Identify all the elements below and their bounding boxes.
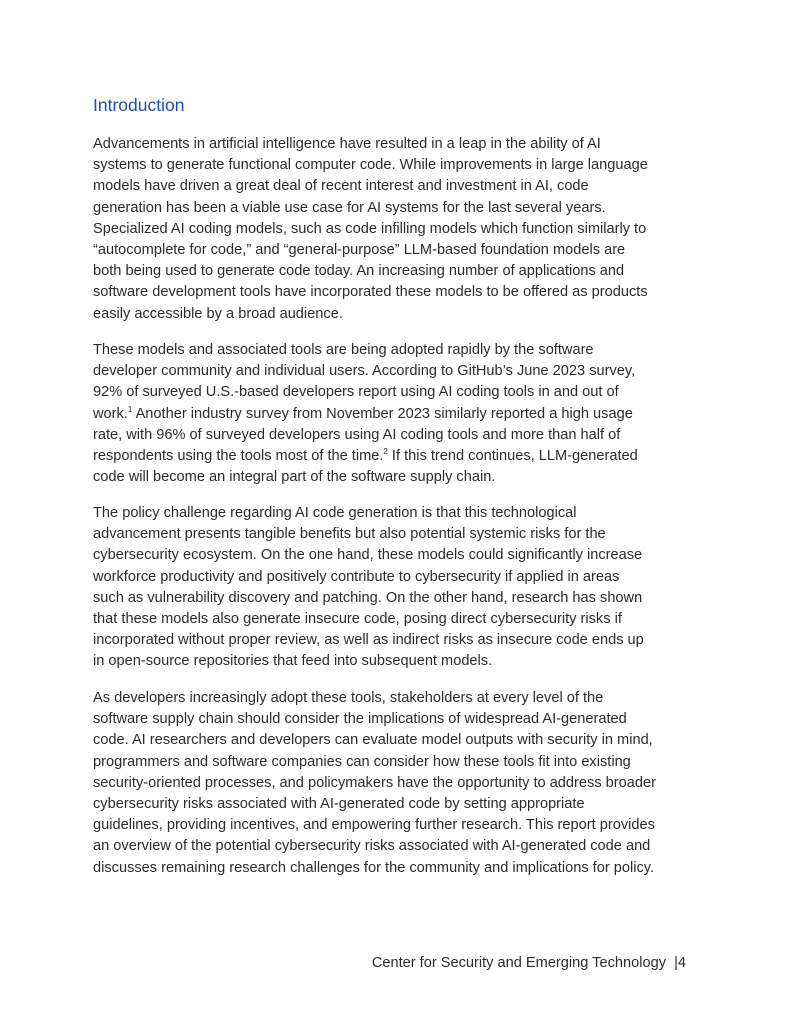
paragraph-line: 92% of surveyed U.S.-based developers report using AI coding tools in and out of	[93, 384, 619, 401]
paragraph-line: generation has been a viable use case for AI systems for the last several years.	[93, 199, 606, 216]
paragraph-line: models have driven a great deal of recent interest and investment in AI, code	[93, 178, 589, 195]
paragraph-line	[93, 404, 699, 425]
text-segment: work.	[93, 405, 128, 422]
footer-separator: |	[674, 955, 678, 971]
text-segment: If this trend continues, LLM-generated	[387, 448, 638, 465]
paragraph-line: such as vulnerability discovery and patching. On the other hand, research has shown	[93, 589, 643, 606]
paragraph-line: Specialized AI coding models, such as code infilling models which function similarly to	[93, 220, 647, 237]
paragraph-line: code. AI researchers and developers can evaluate model outputs with security in mind,	[93, 732, 653, 749]
paragraph-line: cybersecurity risks associated with AI-generated code by setting appropriate	[93, 796, 585, 813]
paragraph-1	[93, 134, 699, 325]
paragraph-4	[93, 688, 699, 879]
footnote-ref-2[interactable]: 2	[383, 447, 388, 457]
page-footer	[372, 953, 686, 973]
paragraph-line	[93, 446, 699, 467]
paragraph-2	[93, 340, 699, 488]
text-segment: Another industry survey from November 2023 similarly reported a high usage	[132, 405, 633, 422]
paragraph-line: The policy challenge regarding AI code generation is that this technological	[93, 505, 577, 521]
paragraph-line: incorporated without proper review, as well as indirect risks as insecure code ends up	[93, 632, 644, 649]
text-segment: respondents using the tools most of the time.	[93, 448, 384, 465]
footnote-ref-1[interactable]: 1	[127, 404, 133, 414]
paragraph-line: code will become an integral part of the software supply chain.	[93, 469, 496, 486]
paragraph-line: “autocomplete for code,” and “general-purpose” LLM-based foundation models are	[93, 242, 626, 259]
footer-organization: Center for Security and Emerging Technology	[371, 955, 667, 971]
paragraph-line: discusses remaining research challenges for the community and implications for policy.	[93, 859, 655, 876]
paragraph-line: an overview of the potential cybersecurity risks associated with AI-generated code and	[93, 838, 651, 855]
paragraph-line: security-oriented processes, and policymakers have the opportunity to address broader	[93, 774, 656, 791]
section-heading: Introduction	[93, 95, 185, 115]
paragraph-line: both being used to generate code today. An increasing number of applications and	[93, 263, 625, 280]
paragraph-line: rate, with 96% of surveyed developers using AI coding tools and more than half of	[93, 426, 621, 443]
page-number: 4	[677, 955, 686, 971]
paragraph-line: workforce productivity and positively contribute to cybersecurity if applied in areas	[93, 568, 620, 585]
paragraph-line: software supply chain should consider the implications of widespread AI-generated	[93, 711, 627, 728]
paragraph-line: guidelines, providing incentives, and empowering further research. This report provides	[93, 817, 655, 834]
paragraph-line: systems to generate functional computer code. While improvements in large language	[93, 157, 648, 174]
paragraph-line: that these models also generate insecure code, posing direct cybersecurity risks if	[93, 611, 622, 628]
paragraph-line: software development tools have incorporated these models to be offered as products	[93, 284, 648, 301]
paragraph-line: These models and associated tools are being adopted rapidly by the software	[93, 342, 594, 358]
paragraph-line: Advancements in artificial intelligence have resulted in a leap in the ability of AI	[93, 136, 601, 152]
paragraph-line: in open-source repositories that feed into subsequent models.	[93, 653, 493, 670]
paragraph-line: programmers and software companies can consider how these tools fit into existing	[93, 753, 631, 770]
paragraph-line: cybersecurity ecosystem. On the one hand, these models could significantly increase	[93, 547, 643, 564]
paragraph-3	[93, 503, 699, 673]
paragraph-line: As developers increasingly adopt these tools, stakeholders at every level of the	[93, 690, 604, 706]
paragraph-line: developer community and individual users. According to GitHub’s June 2023 survey,	[93, 363, 636, 380]
paragraph-line: easily accessible by a broad audience.	[93, 305, 343, 322]
paragraph-line: advancement presents tangible benefits but also potential systemic risks for the	[93, 526, 606, 543]
